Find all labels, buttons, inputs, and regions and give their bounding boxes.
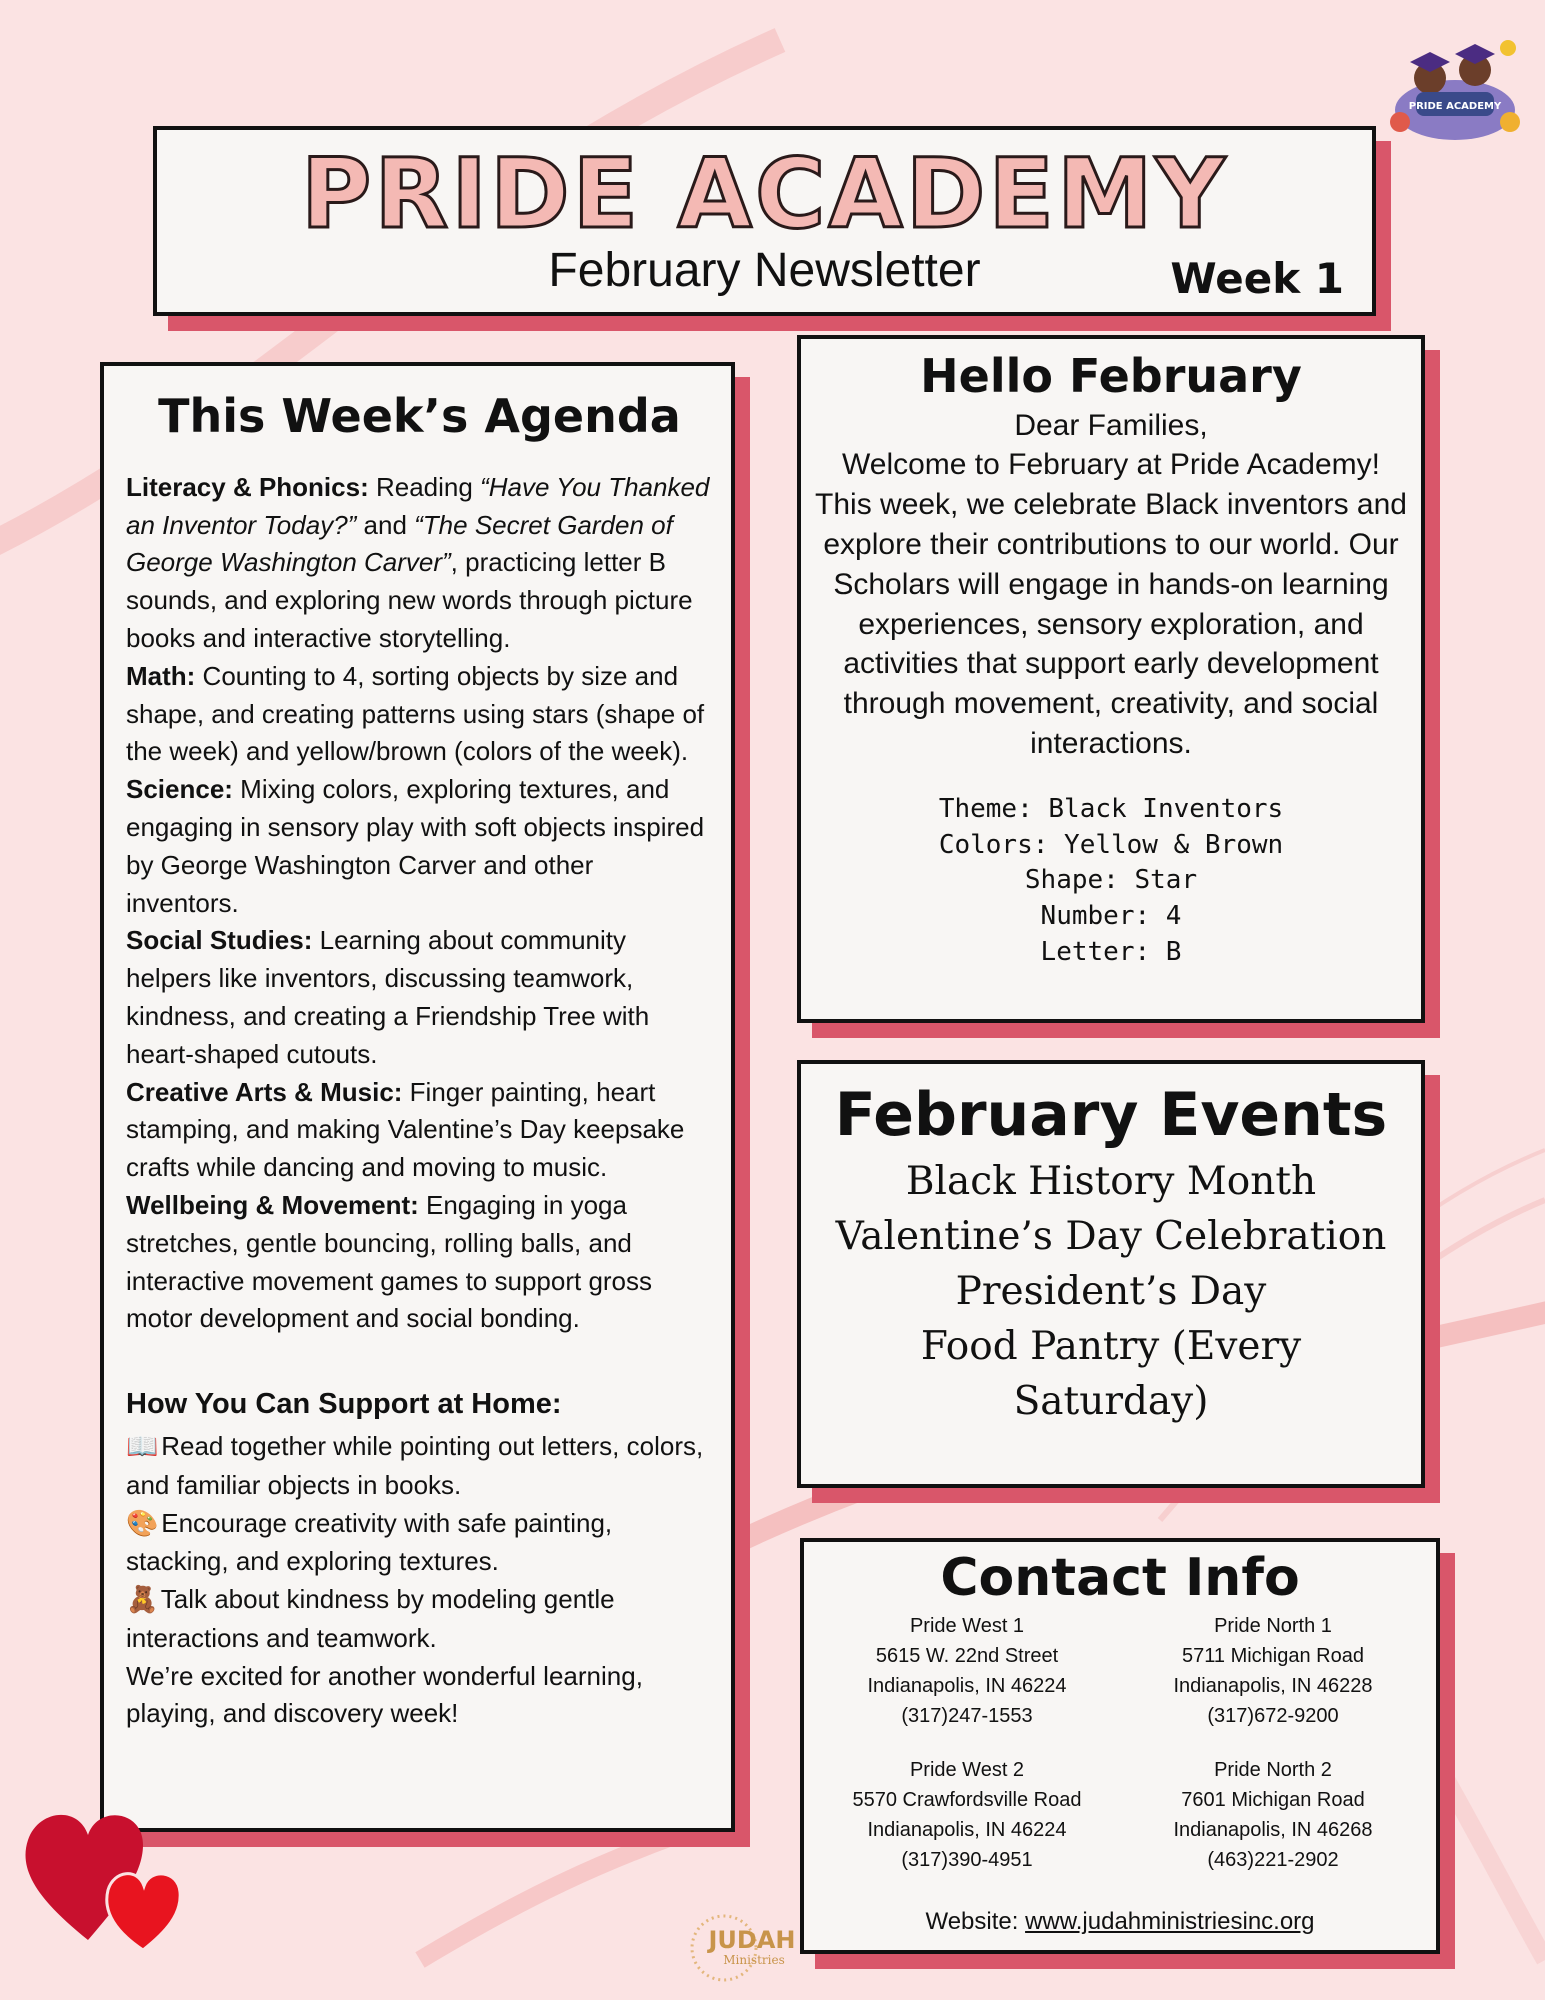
pride-academy-logo-icon	[1380, 18, 1530, 148]
agenda-math: Math: Counting to 4, sorting objects by size and shape, and creating patterns using stars (shape of the week) and yellow/brown (colors of the week).	[126, 660, 705, 767]
support-tip-read: 📖 Read together while pointing out letters, colors, and familiar objects in books.	[126, 1430, 704, 1500]
agenda-wellbeing: Wellbeing & Movement: Engaging in yoga stretches, gentle bouncing, rolling balls, and interactive movement games to support gross motor development and social bonding.	[126, 1190, 653, 1334]
agenda-social-studies: Social Studies: Learning about community helpers like inventors, discussing teamwork, kindness, and creating a Friendship Tree with heart-shaped cutouts.	[126, 925, 650, 1069]
book-title-1: “Have You Thanked an Inventor Today?”	[126, 471, 710, 540]
science-label: Science:	[126, 774, 233, 805]
agenda-literacy: Literacy & Phonics: Reading “Have You Thanked an Inventor Today?” and “The Secret Garden of George Washington Carver”, practicing letter B sounds, and exploring new words through picture books and interactive storytelling.	[126, 471, 710, 654]
event-item: President’s Day	[955, 1269, 1267, 1314]
svg-text:JUDAH: JUDAH	[708, 1926, 796, 1954]
location-name: Pride West 2	[909, 1759, 1025, 1782]
location-city: Indianapolis, IN 46228	[1173, 1675, 1373, 1698]
social-studies-label: Social Studies:	[126, 925, 313, 956]
location-phone: (317)247-1553	[901, 1705, 1033, 1728]
book-title-2: “The Secret Garden of George Washington Carver”	[126, 509, 673, 578]
contact-title: Contact Info	[940, 1548, 1300, 1608]
creative-arts-label: Creative Arts & Music:	[126, 1076, 403, 1107]
support-tip-create: 🎨 Encourage creativity with safe painting, stacking, and exploring textures.	[126, 1507, 613, 1577]
location-name: Pride West 1	[909, 1615, 1025, 1638]
svg-text:PRIDE ACADEMY: PRIDE ACADEMY	[1408, 101, 1502, 112]
newsletter-subtitle: February Newsletter	[548, 244, 981, 297]
hello-february-card	[797, 335, 1425, 1023]
hearts-icon	[18, 1790, 198, 1960]
location-north-2	[1120, 1755, 1426, 1875]
agenda-title: This Week’s Agenda	[158, 389, 681, 443]
welcome-body: Welcome to February at Pride Academy! This week, we celebrate Black inventors and explore their contributions to our world. Our Scholars will engage in hands-on learning experiences, sensory exploration, and activities that support early development through movement, creativity, and social interactions.	[815, 448, 1407, 760]
number-line: Number: 4	[1040, 901, 1182, 932]
event-item: Food Pantry (Every Saturday)	[920, 1324, 1302, 1424]
website-label: Website:	[925, 1908, 1026, 1935]
location-name: Pride North 1	[1214, 1615, 1332, 1638]
location-street: 5711 Michigan Road	[1182, 1645, 1364, 1668]
support-title: How You Can Support at Home:	[126, 1388, 562, 1421]
agenda-card	[100, 362, 735, 1832]
locations-grid	[804, 1611, 1436, 1875]
greeting: Dear Families,	[1014, 408, 1208, 442]
location-phone: (317)390-4951	[901, 1849, 1033, 1872]
hello-title: Hello February	[920, 349, 1302, 403]
agenda-body	[126, 469, 713, 1733]
newsletter-header	[153, 126, 1376, 316]
location-city: Indianapolis, IN 46268	[1173, 1819, 1373, 1842]
shape-line: Shape: Star	[1024, 865, 1198, 896]
agenda-creative-arts: Creative Arts & Music: Finger painting, heart stamping, and making Valentine’s Day keepsake crafts while dancing and moving to music.	[126, 1076, 685, 1183]
svg-text:Ministries: Ministries	[723, 1953, 785, 1967]
location-phone: (317)672-9200	[1207, 1705, 1339, 1728]
events-list	[801, 1154, 1421, 1429]
events-title: February Events	[834, 1080, 1388, 1150]
contact-info-card	[800, 1538, 1440, 1954]
weekly-focus	[801, 792, 1421, 971]
location-city: Indianapolis, IN 46224	[867, 1675, 1067, 1698]
wellbeing-label: Wellbeing & Movement:	[126, 1190, 419, 1221]
math-label: Math:	[126, 660, 196, 691]
support-tip-kindness: 🧸 Talk about kindness by modeling gentle interactions and teamwork.	[126, 1584, 615, 1653]
location-name: Pride North 2	[1214, 1759, 1332, 1782]
theme-line: Theme: Black Inventors	[938, 793, 1284, 824]
literacy-label: Literacy & Phonics:	[126, 471, 369, 502]
colors-line: Colors: Yellow & Brown	[938, 829, 1284, 860]
event-item: Black History Month	[905, 1159, 1317, 1204]
location-north-1	[1120, 1611, 1426, 1731]
website-link[interactable]: www.judahministriesinc.org	[1025, 1908, 1315, 1935]
judah-ministries-logo-icon	[684, 1910, 812, 1986]
teddy-bear-icon: 🧸	[126, 1585, 159, 1616]
location-street: 5615 W. 22nd Street	[875, 1645, 1059, 1668]
location-phone: (463)221-2902	[1207, 1849, 1339, 1872]
support-closing: We’re excited for another wonderful learning, playing, and discovery week!	[126, 1660, 643, 1729]
location-street: 7601 Michigan Road	[1181, 1789, 1365, 1812]
event-item: Valentine’s Day Celebration	[835, 1214, 1387, 1259]
february-events-card	[797, 1060, 1425, 1488]
book-icon: 📖	[126, 1431, 159, 1462]
palette-icon: 🎨	[126, 1508, 159, 1539]
agenda-science: Science: Mixing colors, exploring textures, and engaging in sensory play with soft objects inspired by George Washington Carver and other inventors.	[126, 774, 705, 918]
location-west-1	[814, 1611, 1120, 1731]
location-city: Indianapolis, IN 46224	[867, 1819, 1067, 1842]
week-label: Week 1	[1170, 254, 1344, 303]
location-west-2	[814, 1755, 1120, 1875]
letter-line: Letter: B	[1040, 936, 1182, 967]
school-title: PRIDE ACADEMY	[300, 138, 1229, 250]
location-street: 5570 Crawfordsville Road	[852, 1789, 1082, 1812]
welcome-letter	[801, 406, 1421, 764]
website-line	[804, 1908, 1436, 1936]
